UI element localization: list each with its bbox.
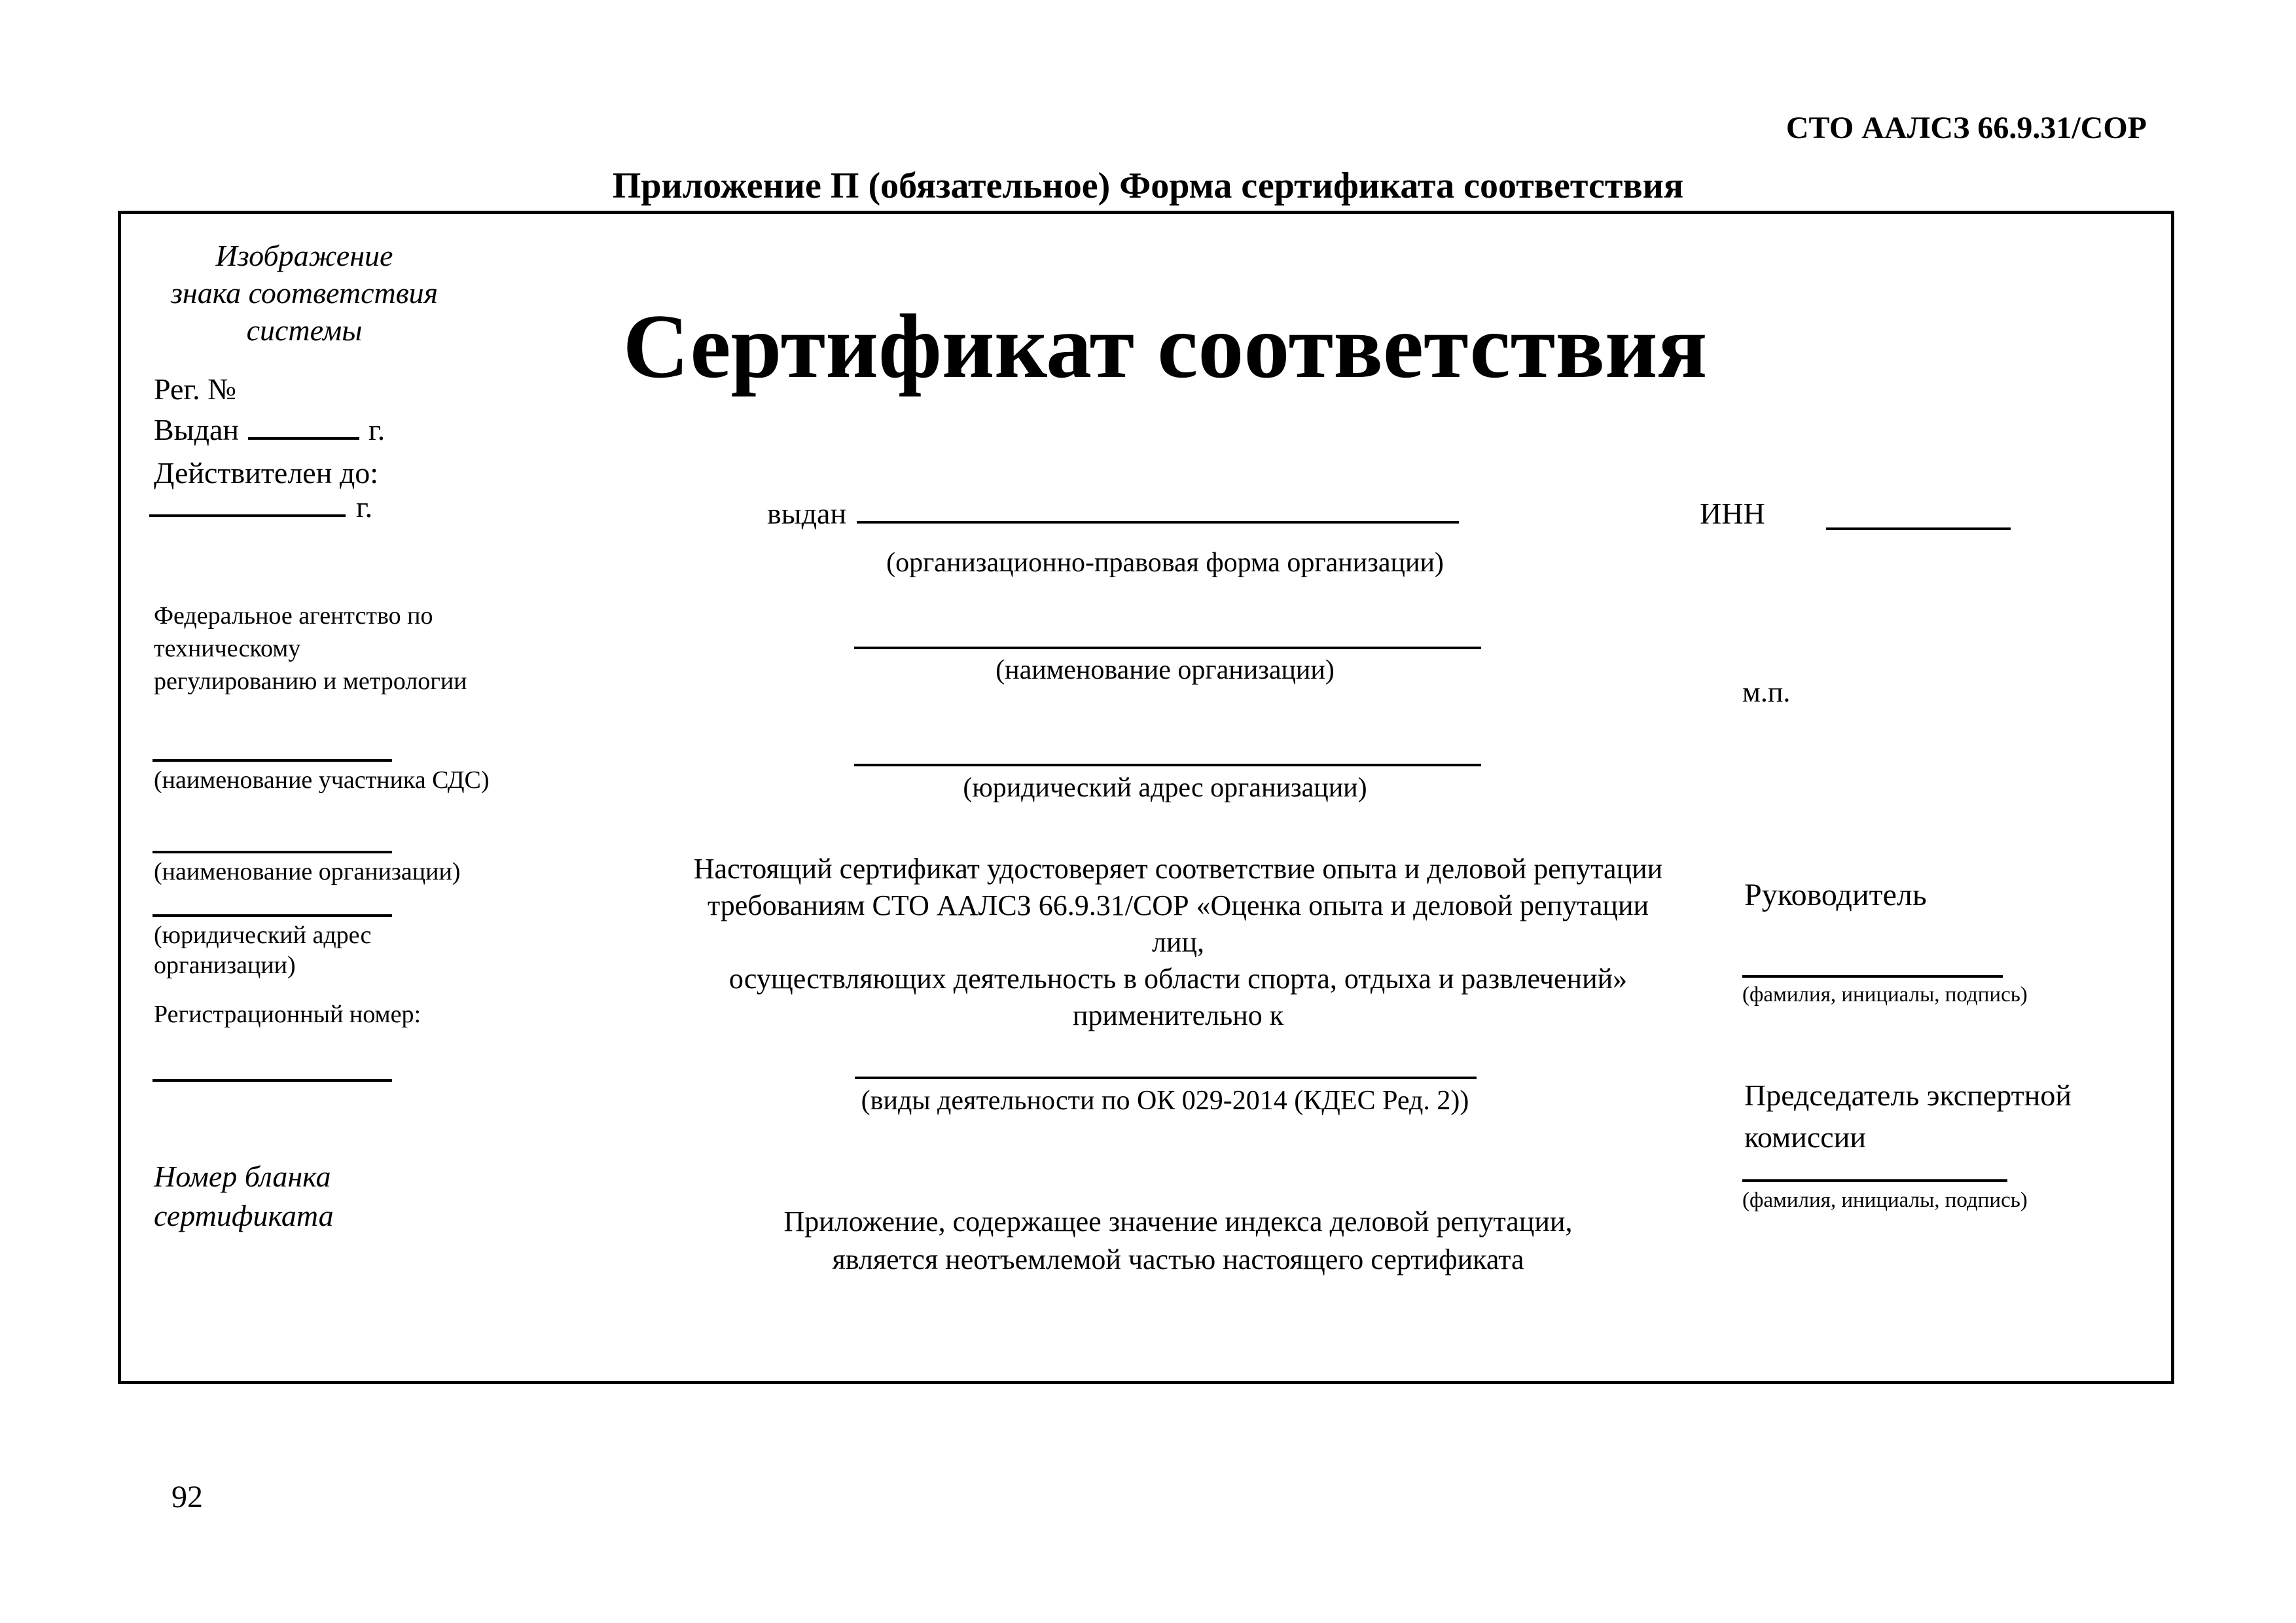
blank-number-line: Номер бланка: [154, 1160, 331, 1193]
legal-form-caption: (организационно-правовая форма организации): [886, 548, 1444, 578]
page-number: 92: [171, 1480, 203, 1514]
participant-caption: (наименование участника СДС): [154, 766, 490, 794]
inn-label: ИНН: [1700, 497, 1765, 530]
standard-reference: СТО ААЛСЗ 66.9.31/СОР: [1785, 111, 2147, 145]
valid-until-blank-line: [149, 514, 346, 517]
certification-statement: [681, 851, 1676, 1034]
legal-address-caption-line: (юридический адрес: [154, 921, 372, 949]
inn-blank-line: [1826, 527, 2011, 530]
valid-until-label: Действителен до:: [154, 456, 379, 490]
legal-address-blank-line-center: [854, 764, 1481, 766]
chairman-label-line: Председатель экспертной: [1744, 1079, 2072, 1112]
certificate-blank-number: [154, 1157, 481, 1236]
issue-date-suffix: г.: [368, 413, 386, 446]
chairman-signature-caption: (фамилия, инициалы, подпись): [1742, 1188, 2028, 1212]
issued-to-blank-line: [857, 521, 1459, 524]
stamp-place-label: м.п.: [1742, 676, 1791, 708]
participant-blank-line: [152, 759, 392, 762]
chairman-signature-label: [1744, 1075, 2163, 1158]
activities-caption: (виды деятельности по ОК 029-2014 (КДЕС Ред. 2)): [861, 1086, 1469, 1116]
statement-line: Настоящий сертификат удостоверяет соответствие опыта и деловой репутации: [693, 853, 1663, 885]
statement-line: осуществляющих деятельность в области спорта, отдыха и развлечений»: [728, 963, 1628, 995]
statement-line: требованиям СТО ААЛСЗ 66.9.31/СОР «Оценка опыта и деловой репутации лиц,: [707, 889, 1649, 958]
annex-note-line: Приложение, содержащее значение индекса деловой репутации,: [783, 1205, 1573, 1238]
organization-caption: (наименование организации): [154, 858, 461, 885]
head-signature-caption: (фамилия, инициалы, подпись): [1742, 983, 2028, 1007]
agency-line: Федеральное агентство по: [154, 602, 433, 630]
appendix-title: Приложение П (обязательное) Форма сертификата соответствия: [612, 166, 1684, 206]
chairman-signature-blank-line: [1742, 1179, 2007, 1182]
legal-address-caption-left: [154, 920, 481, 980]
chairman-label-line: комиссии: [1744, 1120, 1866, 1154]
activities-blank-line: [855, 1077, 1477, 1079]
certification-body-name: [154, 599, 481, 698]
registration-number-blank-line: [152, 1079, 392, 1082]
mark-placeholder-line: знака соответствия: [170, 276, 439, 310]
mark-placeholder-line: системы: [246, 313, 363, 347]
legal-address-caption: (юридический адрес организации): [963, 773, 1367, 803]
blank-number-line: сертификата: [154, 1199, 334, 1232]
agency-line: техническому: [154, 635, 301, 662]
registration-number-label: Рег. №: [154, 372, 236, 406]
conformity-mark-placeholder: [147, 237, 461, 349]
valid-until-row: [149, 490, 372, 524]
org-name-blank-line: [854, 647, 1481, 649]
issued-to-row: [767, 496, 1459, 531]
statement-line: применительно к: [1072, 999, 1284, 1031]
head-signature-label: Руководитель: [1744, 878, 1927, 912]
organization-blank-line: [152, 851, 392, 853]
registration-number-caption: Регистрационный номер:: [154, 1001, 422, 1028]
mark-placeholder-line: Изображение: [215, 239, 393, 272]
head-signature-blank-line: [1742, 975, 2003, 978]
issue-date-blank-line: [248, 437, 359, 440]
agency-line: регулированию и метрологии: [154, 668, 467, 695]
annex-note: [713, 1203, 1643, 1279]
legal-address-blank-line: [152, 914, 392, 917]
issue-date-label: Выдан: [154, 413, 240, 446]
issue-date-row: [154, 412, 385, 447]
annex-note-line: является неотъемлемой частью настоящего сертификата: [832, 1243, 1524, 1275]
valid-until-suffix: г.: [356, 490, 373, 524]
certificate-main-title: Сертификат соответствия: [622, 296, 1708, 397]
issued-to-label: выдан: [767, 497, 847, 530]
legal-address-caption-line: организации): [154, 952, 296, 979]
org-name-caption: (наименование организации): [996, 655, 1335, 685]
